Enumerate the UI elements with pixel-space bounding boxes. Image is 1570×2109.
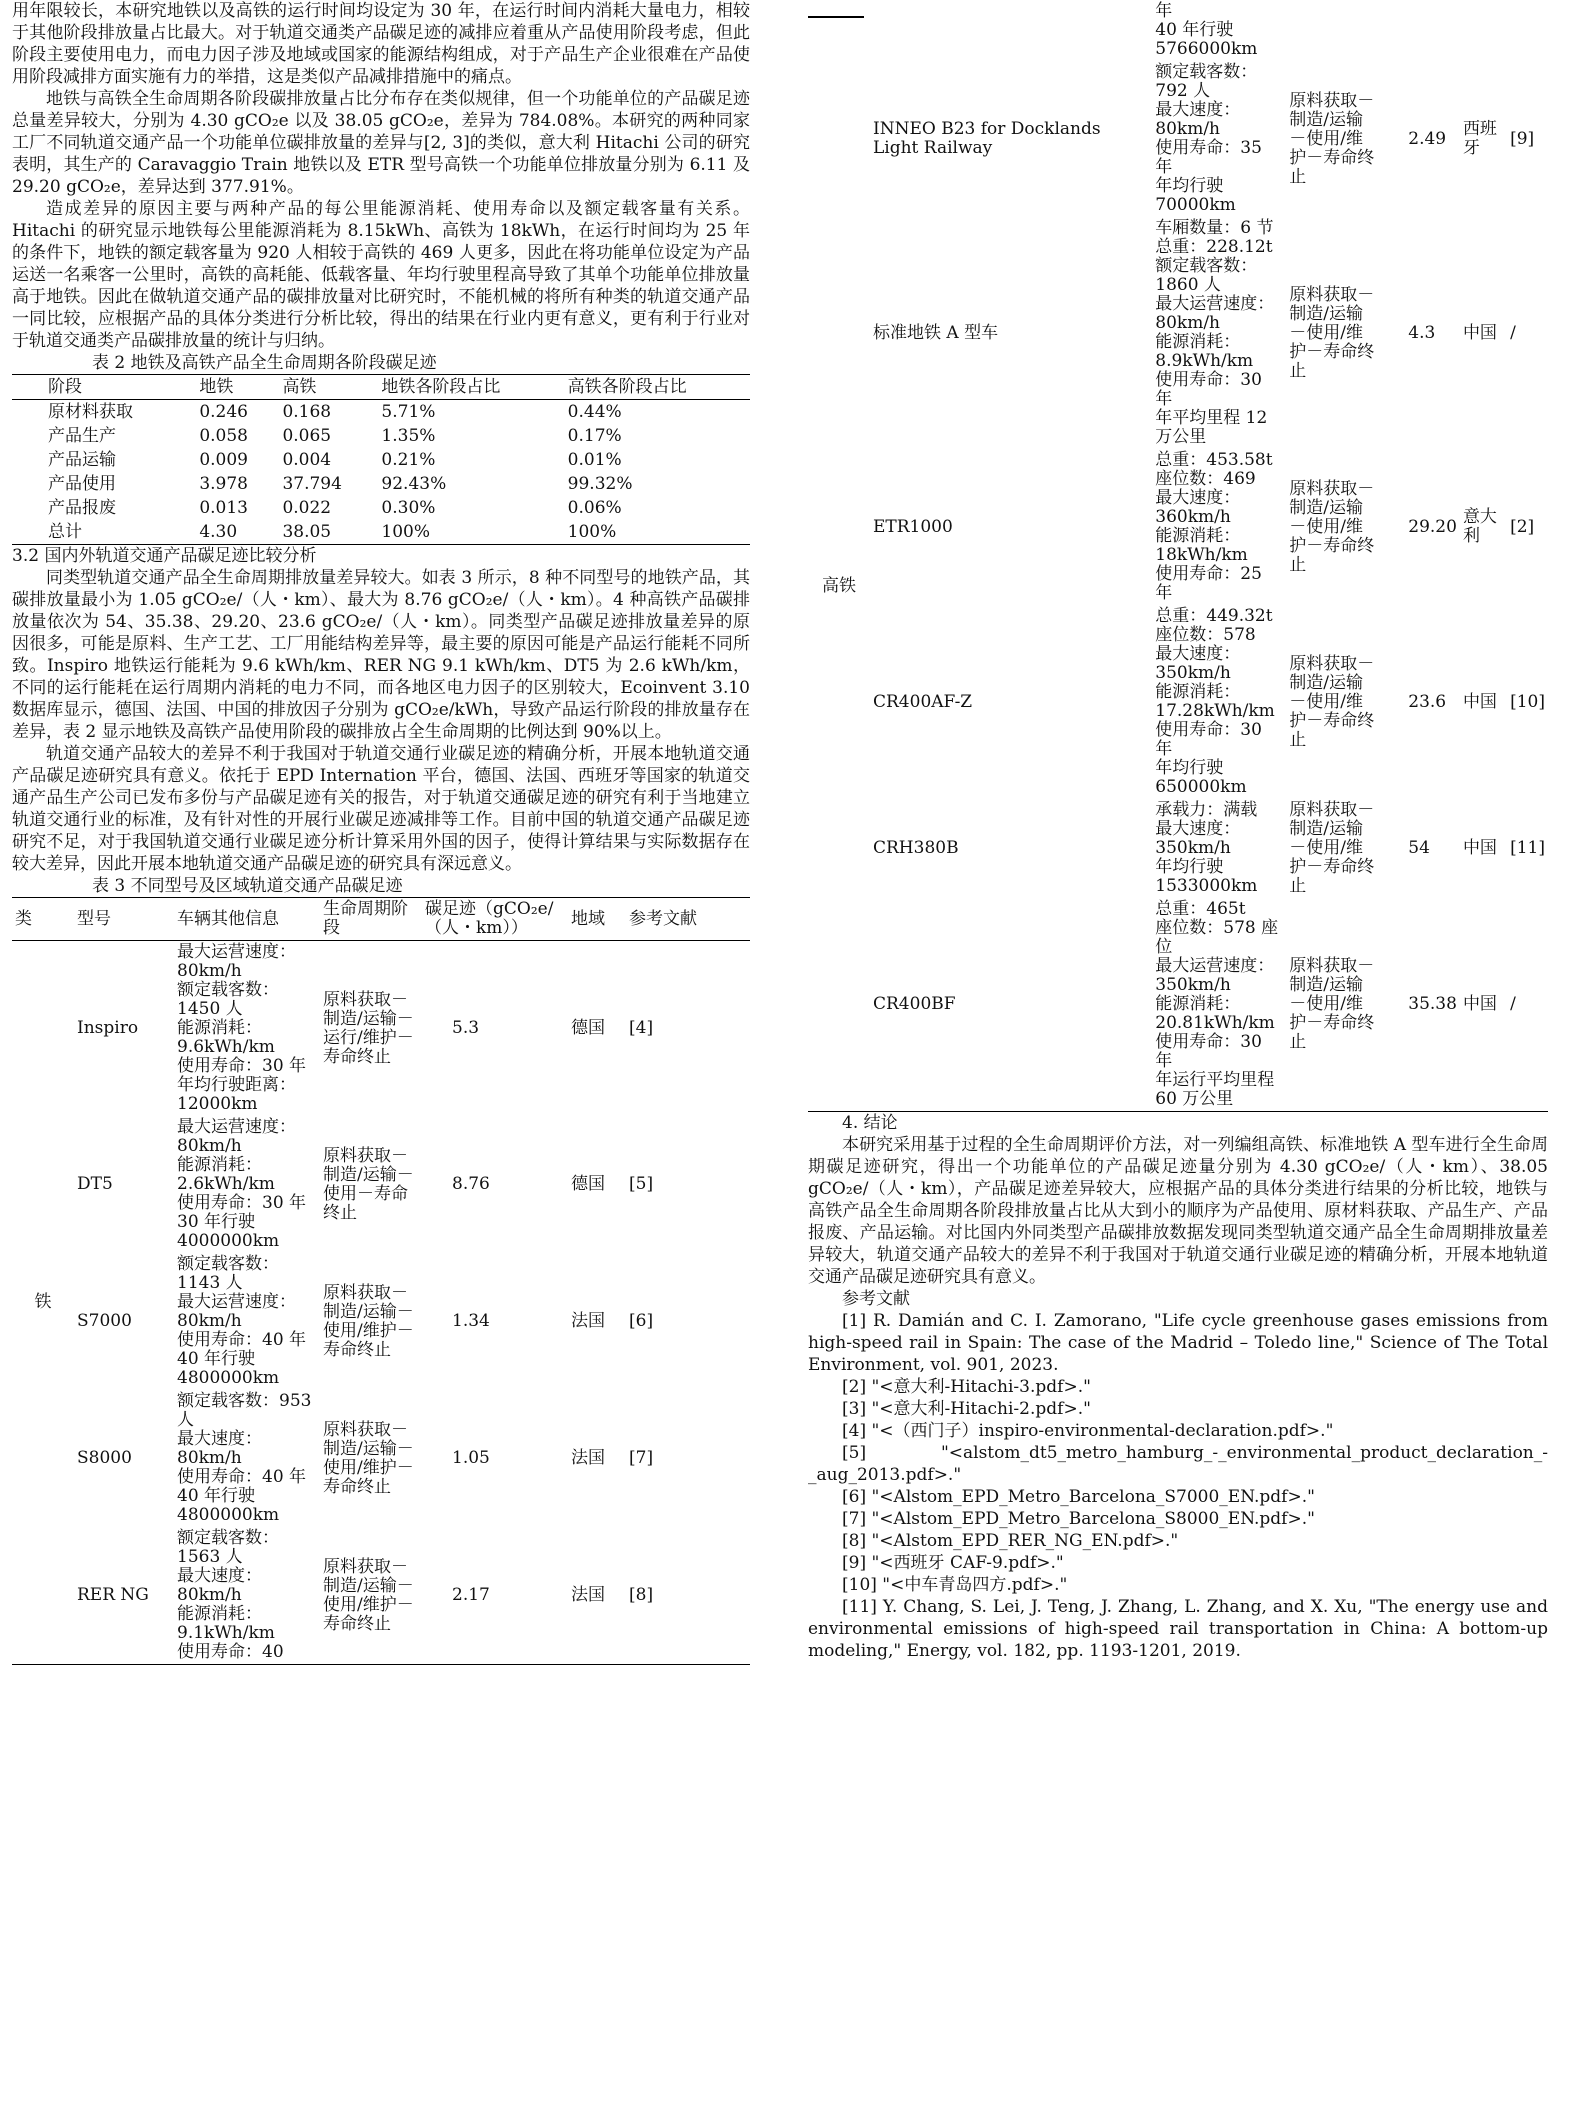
table3-region-cell: 中国 <box>1462 691 1497 712</box>
paragraph-2: 地铁与高铁全生命周期各阶段碳排放量占比分布存在类似规律，但一个功能单位的产品碳足迹总量差异较大，分别为 4.30 gCO₂e 以及 38.05 gCO₂e，差异为 784.08%。本研究的两种同家工厂不同轨道交通产品一个功能单位碳排放量的差异与[2, 3]的类似，意大利 Hitachi 公司的研究表明，其生产的 Caravaggio Train 地铁以及 ETR 型号高铁一个功能单位排放量分别为 6.11 及 29.20 gCO₂e，差异达到 377.91%。 <box>12 89 750 197</box>
table3-continuation-row <box>808 0 1548 61</box>
table3-value-cell: 29.20 <box>1408 516 1457 537</box>
reference-item: [6] "<Alstom_EPD_Metro_Barcelona_S7000_EN.pdf>." <box>842 1487 1315 1507</box>
table2-value-cell: 0.168 <box>282 402 332 422</box>
table2-value-cell: 3.978 <box>199 474 248 494</box>
table3-ref-cell: [10] <box>1510 691 1545 712</box>
table2-stage-cell: 产品报废 <box>48 498 116 518</box>
table2-value-cell: 0.17% <box>567 426 622 446</box>
table3-category-cell: 高铁 <box>822 575 856 596</box>
table3-row <box>12 1253 750 1390</box>
table3-info-cell: 最大运营速度：80km/h 能源消耗：2.6kWh/km 使用寿命：30 年 30 年行驶 4000000km <box>177 1117 307 1251</box>
table3-region-cell: 中国 <box>1462 838 1497 858</box>
table3-value-cell: 2.17 <box>452 1585 490 1605</box>
table2-value-cell: 0.30% <box>381 498 436 518</box>
table3-ref-cell: [9] <box>1510 128 1535 149</box>
reference-list <box>808 1310 1548 1662</box>
table3-model-cell: Inspiro <box>77 1018 139 1038</box>
table3-row <box>808 217 1548 449</box>
table3-info-cell: 总重：453.58t 座位数：469 最大速度：360km/h 能源消耗：18kWh/km 使用寿命：25 年 <box>1155 450 1273 603</box>
table2-value-cell: 0.004 <box>282 450 332 470</box>
table2-stage-cell: 产品生产 <box>48 426 116 446</box>
table2-header: 地铁各阶段占比 <box>381 377 501 397</box>
table3-row <box>808 605 1548 799</box>
table3-header: 生命周期阶段 <box>323 899 408 938</box>
table2-header: 阶段 <box>48 377 82 397</box>
table3-value-cell: 35.38 <box>1408 994 1457 1014</box>
table3-model-cell: S8000 <box>77 1448 132 1468</box>
references-title: 参考文献 <box>842 1289 910 1309</box>
reference-item: [8] "<Alstom_EPD_RER_NG_EN.pdf>." <box>842 1531 1179 1551</box>
table2-value-cell: 100% <box>567 522 617 542</box>
table3-row <box>12 1390 750 1527</box>
table2-value-cell: 1.35% <box>381 426 436 446</box>
reference-item: [10] "<中车青岛四方.pdf>." <box>842 1575 1068 1595</box>
table3-stage-cell: 原料获取－制造/运输－使用－寿命终止 <box>323 1145 414 1223</box>
table3-model-cell: CR400AF-Z <box>873 691 973 712</box>
table2-caption: 表 2 地铁及高铁产品全生命周期各阶段碳足迹 <box>92 353 437 373</box>
conclusion-paragraph: 本研究采用基于过程的全生命周期评价方法，对一列编组高铁、标准地铁 A 型车进行全生命周期碳足迹研究，得出一个功能单位的产品碳足迹量分别为 4.30 gCO₂e/（人・km）、38.05 gCO₂e/（人・km），产品碳足迹差异较大，应根据产品的具体分类进行结果的分析比较，地铁与高铁产品全生命周期各阶段排放量占比从大到小的顺序为产品使用、原材料获取、产品生产、产品报废、产品运输。对比国内外同类型产品碳排放数据发现同类型轨道交通产品全生命周期排放量差异较大，轨道交通产品较大的差异不利于我国对于轨道交通行业碳足迹的精确分析，开展本地轨道交通产品碳足迹研究具有意义。 <box>808 1135 1548 1287</box>
table3-value-cell: 1.34 <box>452 1311 490 1331</box>
table3-value-cell: 8.76 <box>452 1174 490 1194</box>
table3-row <box>12 941 750 1117</box>
table3-left-body <box>12 941 750 1665</box>
table3-model-cell: RER NG <box>77 1585 149 1605</box>
table2-value-cell: 5.71% <box>381 402 436 422</box>
table3-info-cell: 车厢数量：6 节 总重：228.12t 额定载客数：1860 人 最大运营速度：80km/h 能源消耗：8.9kWh/km 使用寿命：30 年 年平均里程 12 万公里 <box>1155 218 1275 447</box>
reference-item: [2] "<意大利-Hitachi-3.pdf>." <box>842 1377 1091 1397</box>
table2-row <box>12 448 750 472</box>
table2-value-cell: 0.009 <box>199 450 248 470</box>
table3-stage-cell: 原料获取－制造/运输－使用/维护－寿命终止 <box>1289 800 1375 896</box>
table3-value-cell: 4.3 <box>1408 322 1436 343</box>
table3-stage-cell: 原料获取－制造/运输－使用/维护－寿命终止 <box>323 1419 414 1497</box>
section-4-heading: 4. 结论 <box>842 1113 898 1133</box>
table3-info-cell: 额定载客数：953 人 最大速度：80km/h 使用寿命：40 年 40 年行驶 4800000km <box>177 1391 312 1525</box>
table3-caption: 表 3 不同型号及区域轨道交通产品碳足迹 <box>92 876 403 896</box>
table3-info-cell: 总重：449.32t 座位数：578 最大速度：350km/h 能源消耗：17.28kWh/km 使用寿命：30 年 年均行驶 650000km <box>1155 606 1275 797</box>
table3-header: 碳足迹（gCO₂e/（人・km）） <box>425 899 554 938</box>
table-2 <box>12 374 750 545</box>
table3-stage-cell: 原料获取－制造/运输－使用/维护－寿命终止 <box>1289 653 1375 750</box>
table2-value-cell: 100% <box>381 522 431 542</box>
table3-value-cell: 5.3 <box>452 1018 480 1038</box>
reference-item: [3] "<意大利-Hitachi-2.pdf>." <box>842 1399 1091 1419</box>
table3-ref-cell: [11] <box>1510 838 1545 858</box>
table3-header: 型号 <box>77 908 111 929</box>
table2-value-cell: 92.43% <box>381 474 447 494</box>
table3-info-cell: 总重：465t 座位数：578 座位 最大运营速度：350km/h 能源消耗：20.81kWh/km 使用寿命：30 年 年运行平均里程 60 万公里 <box>1155 899 1279 1109</box>
left-column <box>12 0 750 1665</box>
table3-ref-cell: / <box>1510 994 1516 1014</box>
table3-value-cell: 54 <box>1408 838 1430 858</box>
table3-value-cell: 23.6 <box>1408 691 1447 712</box>
table3-model-cell: INNEO B23 for Docklands Light Railway <box>873 119 1101 158</box>
table3-right-body <box>808 0 1548 1112</box>
table2-stage-cell: 总计 <box>48 522 82 542</box>
table3-header: 类 <box>15 908 32 929</box>
reference-item: [5] "<alstom_dt5_metro_hamburg_-_environmental_product_declaration_-_aug_2013.pdf>." <box>808 1443 1548 1485</box>
table3-ref-cell: [7] <box>629 1448 654 1468</box>
reference-item: [7] "<Alstom_EPD_Metro_Barcelona_S8000_EN.pdf>." <box>842 1509 1315 1529</box>
table2-value-cell: 0.44% <box>567 402 622 422</box>
table3-stage-cell: 原料获取－制造/运输－使用/维护－寿命终止 <box>1289 478 1375 575</box>
table2-stage-cell: 原材料获取 <box>48 402 133 422</box>
table3-cell <box>1286 0 1378 61</box>
table-3-part-2 <box>808 0 1548 1112</box>
table3-cell <box>870 0 1152 61</box>
reference-item: [4] "<（西门子）inspiro-environmental-declaration.pdf>." <box>842 1421 1334 1441</box>
table2-value-cell: 0.246 <box>199 402 248 422</box>
table3-ref-cell: [6] <box>629 1311 654 1331</box>
table3-stage-cell: 原料获取－制造/运输－使用/维护－寿命终止 <box>1289 956 1375 1052</box>
table3-cell <box>1378 0 1460 61</box>
table3-header: 车辆其他信息 <box>177 908 279 929</box>
table2-row <box>12 400 750 425</box>
table2-header-row <box>12 375 750 400</box>
table3-model-cell: ETR1000 <box>873 516 953 537</box>
table3-cell <box>1507 0 1548 61</box>
table3-info-cell: 最大运营速度：80km/h 额定载客数：1450 人 能源消耗：9.6kWh/km 使用寿命：30 年 年均行驶距离：12000km <box>177 942 307 1114</box>
table2-value-cell: 4.30 <box>199 522 238 542</box>
table2-value-cell: 37.794 <box>282 474 342 494</box>
table3-ref-cell: [5] <box>629 1174 654 1194</box>
table2-value-cell: 0.21% <box>381 450 436 470</box>
table3-row <box>808 898 1548 1112</box>
table3-model-cell: DT5 <box>77 1174 113 1194</box>
table3-region-cell: 德国 <box>571 1018 605 1038</box>
table3-row <box>12 1116 750 1253</box>
table3-region-cell: 法国 <box>571 1585 605 1605</box>
reference-item: [9] "<西班牙 CAF-9.pdf>." <box>842 1553 1064 1573</box>
table3-model-cell: S7000 <box>77 1311 132 1331</box>
table3-ref-cell: [4] <box>629 1018 654 1038</box>
reference-item: [1] R. Damián and C. I. Zamorano, "Life cycle greenhouse gases emissions from high-speed rail in Spain: The case of the Madrid – Toledo line," Science of The Total Environment, vol. 901, 2023. <box>808 1311 1548 1375</box>
paragraph-5: 轨道交通产品较大的差异不利于我国对于轨道交通行业碳足迹的精确分析，开展本地轨道交通产品碳足迹研究具有意义。依托于 EPD Internation 平台，德国、法国、西班牙等国家的轨道交通产品生产公司已发布多份与产品碳足迹有关的报告，对于轨道交通碳足迹的研究有利于当地建立轨道交通行业的标准，及有针对性的开展行业碳足迹减排等工作。目前中国的轨道交通产品碳足迹研究不足，对于我国轨道交通行业碳足迹分析计算采用外国的因子，使得计算结果与实际数据存在较大差异，因此开展本地轨道交通产品碳足迹的研究具有深远意义。 <box>12 744 750 874</box>
table2-value-cell: 0.022 <box>282 498 332 518</box>
table2-header: 高铁 <box>282 377 317 397</box>
table3-region-cell: 法国 <box>571 1448 605 1468</box>
table3-value-cell: 1.05 <box>452 1448 490 1468</box>
table3-region-cell: 德国 <box>571 1174 605 1194</box>
table3-ref-cell: [8] <box>629 1585 654 1605</box>
table3-stage-cell: 原料获取－制造/运输－使用/维护－寿命终止 <box>323 1282 414 1360</box>
table2-value-cell: 0.058 <box>199 426 248 446</box>
right-column <box>808 0 1548 1662</box>
paragraph-1: 用年限较长，本研究地铁以及高铁的运行时间均设定为 30 年，在运行时间内消耗大量电力，相较于其他阶段排放量占比最大。对于轨道交通类产品碳足迹的减排应着重从产品使用阶段考虑，但此阶段主要使用电力，而电力因子涉及地域或国家的能源结构组成，对于产品生产企业很难在产品使用阶段减排方面实施有力的举措，这是类似产品减排措施中的痛点。 <box>12 1 750 87</box>
table2-value-cell: 0.06% <box>567 498 622 518</box>
table3-header-row <box>12 898 750 941</box>
paragraph-3: 造成差异的原因主要与两种产品的每公里能源消耗、使用寿命以及额定载客量有关系。Hitachi 的研究显示地铁每公里能源消耗为 8.15kWh、高铁为 18kWh，在运行时间均为 25 年的条件下，地铁的额定载客量为 920 人相较于高铁的 469 人更多，因此在将功能单位设定为产品运送一名乘客一公里时，高铁的高耗能、低载客量、年均行驶里程高导致了其单个功能单位排放量高于地铁。因此在做轨道交通产品的碳排放量对比研究时，不能机械的将所有种类的轨道交通产品一同比较，应根据产品的具体分类进行分析比较，得出的结果在行业内更有意义，更有利于行业对于轨道交通类产品碳排放量的统计与归纳。 <box>12 199 750 351</box>
table3-region-cell: 中国 <box>1462 994 1497 1014</box>
table3-stage-cell: 原料获取－制造/运输－运行/维护－寿命终止 <box>323 989 414 1067</box>
table3-model-cell: 标准地铁 A 型车 <box>873 322 999 343</box>
reference-item: [11] Y. Chang, S. Lei, J. Teng, J. Zhang, L. Zhang, and X. Xu, "The energy use and environmental emissions of high-speed rail transportation in China: A bottom-up modeling," Energy, vol. 182, pp. 1193-1201, 2019. <box>808 1597 1548 1661</box>
table3-stage-cell: 原料获取－制造/运输－使用/维护－寿命终止 <box>323 1556 414 1634</box>
table3-region-cell: 西班牙 <box>1462 119 1497 158</box>
section-3-2-heading: 3.2 国内外轨道交通产品碳足迹比较分析 <box>12 546 317 566</box>
table3-info-cell: 额定载客数：1143 人 最大运营速度：80km/h 使用寿命：40 年 40 年行驶 4800000km <box>177 1254 307 1388</box>
table3-info-cell: 年 40 年行驶 5766000km <box>1155 1 1258 59</box>
table3-ref-cell: / <box>1510 322 1516 343</box>
table3-info-cell: 额定载客数：1563 人 最大速度：80km/h 能源消耗：9.1kWh/km 使用寿命：40 <box>177 1528 284 1662</box>
table3-header: 地域 <box>571 908 605 929</box>
table2-row <box>12 496 750 520</box>
table3-row <box>808 449 1548 605</box>
paragraph-4: 同类型轨道交通产品全生命周期排放量差异较大。如表 3 所示，8 种不同型号的地铁产品，其碳排放量最小为 1.05 gCO₂e/（人・km）、最大为 8.76 gCO₂e/（人・km）。4 种高铁产品碳排放量依次为 54、35.38、29.20、23.6 gCO₂e/（人・km）。同类型产品碳足迹排放量差异的原因很多，可能是原料、生产工艺、工厂用能结构差异等，最主要的原因可能是产品运行能耗不同所致。Inspiro 地铁运行能耗为 9.6 kWh/km、RER NG 9.1 kWh/km、DT5 为 2.6 kWh/km，不同的运行能耗在运行周期内消耗的电力不同，而各地区电力因子的区别较大，Ecoinvent 3.10 数据库显示，德国、法国、中国的排放因子分别为 gCO₂e/kWh，导致产品运行阶段的排放量存在差异，表 2 显示地铁及高铁产品使用阶段的碳排放占全生命周期的比例达到 90%以上。 <box>12 568 750 742</box>
table3-info-cell: 额定载客数：792 人 最大速度：80km/h 使用寿命：35 年 年均行驶 70000km <box>1155 62 1262 215</box>
table3-row <box>808 799 1548 898</box>
table3-region-cell: 法国 <box>571 1311 605 1331</box>
table3-value-cell: 2.49 <box>1408 128 1447 149</box>
table2-stage-cell: 产品运输 <box>48 450 116 470</box>
table3-category-cell: 铁 <box>34 1292 52 1312</box>
table2-value-cell: 0.065 <box>282 426 332 446</box>
table3-header: 参考文献 <box>629 908 697 929</box>
table3-row <box>12 1527 750 1665</box>
table3-model-cell: CRH380B <box>873 838 959 858</box>
table3-region-cell: 中国 <box>1462 322 1497 343</box>
table2-header: 地铁 <box>199 377 234 397</box>
table3-region-cell: 意大利 <box>1462 507 1497 546</box>
table2-value-cell: 0.013 <box>199 498 248 518</box>
table2-header: 高铁各阶段占比 <box>567 377 687 397</box>
table-3-part-1 <box>12 897 750 1665</box>
table2-value-cell: 0.01% <box>567 450 622 470</box>
table2-stage-cell: 产品使用 <box>48 474 116 494</box>
table3-row <box>808 61 1548 217</box>
table2-body <box>12 400 750 545</box>
table2-value-cell: 38.05 <box>282 522 332 542</box>
table3-stage-cell: 原料获取－制造/运输－使用/维护－寿命终止 <box>1289 90 1375 187</box>
table2-row <box>12 472 750 496</box>
table2-value-cell: 99.32% <box>567 474 633 494</box>
table2-row <box>12 520 750 545</box>
table2-row <box>12 424 750 448</box>
table3-cell <box>808 0 870 61</box>
table3-model-cell: CR400BF <box>873 994 956 1014</box>
table3-cell <box>1460 0 1507 61</box>
table3-stage-cell: 原料获取－制造/运输－使用/维护－寿命终止 <box>1289 284 1375 381</box>
table3-ref-cell: [2] <box>1510 516 1535 537</box>
table3-info-cell: 承载力：满载 最大速度：350km/h 年均行驶 1533000km <box>1155 800 1258 896</box>
